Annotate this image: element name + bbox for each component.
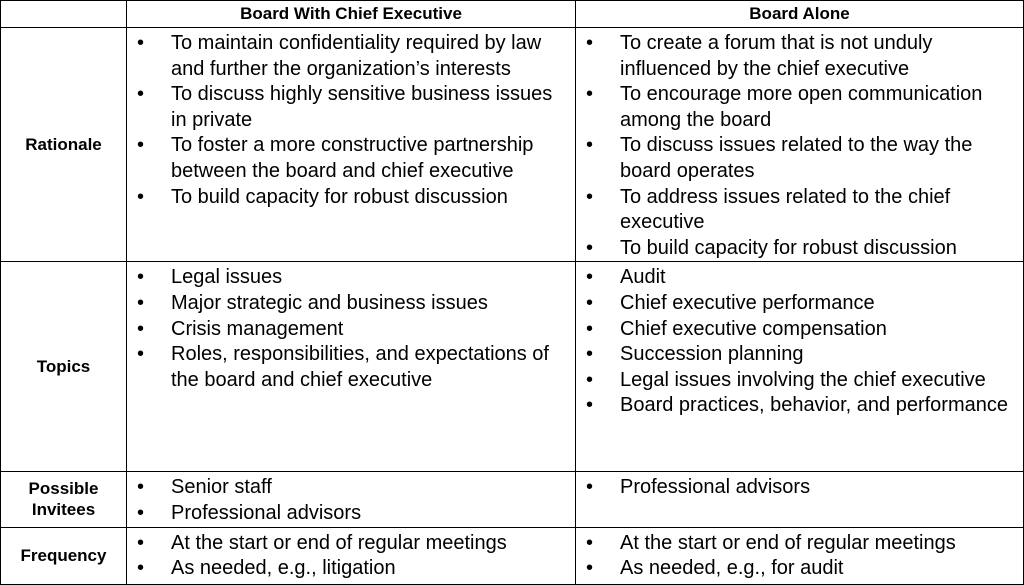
list-item: • Roles, responsibilities, and expectations of the board and chief executive: [127, 342, 571, 393]
cell-invitees-alone: [576, 472, 1024, 527]
list-item: • To build capacity for robust discussion: [576, 236, 1019, 262]
cell-frequency-alone: [576, 527, 1024, 584]
list-item: • Professional advisors: [127, 501, 571, 527]
list-item: • Crisis management: [127, 317, 571, 343]
bullet-list: [576, 472, 1023, 501]
list-item: • Chief executive compensation: [576, 317, 1019, 343]
list-item: • Chief executive performance: [576, 291, 1019, 317]
list-item: • To discuss issues related to the way the board operates: [576, 133, 1019, 184]
list-item: • To maintain confidentiality required by law and further the organization’s interests: [127, 31, 571, 82]
bullet-list: [576, 262, 1023, 419]
table-row-possible-invitees: [1, 472, 1024, 527]
list-item: • As needed, e.g., for audit: [576, 556, 1019, 582]
bullet-list: [576, 28, 1023, 261]
cell-rationale-alone: [576, 28, 1024, 262]
list-item: • At the start or end of regular meetings: [576, 531, 1019, 557]
table-row-frequency: [1, 527, 1024, 584]
corner-cell: [1, 1, 127, 28]
list-item: • To encourage more open communication among the board: [576, 82, 1019, 133]
row-label-rationale: Rationale: [1, 28, 127, 262]
list-item: • Legal issues involving the chief executive: [576, 368, 1019, 394]
list-item: • Succession planning: [576, 342, 1019, 368]
column-header-board-with-chief-executive: Board With Chief Executive: [127, 1, 576, 28]
list-item: • Professional advisors: [576, 475, 1019, 501]
cell-invitees-with-ce: [127, 472, 576, 527]
list-item: • Legal issues: [127, 265, 571, 291]
list-item: • To address issues related to the chief executive: [576, 185, 1019, 236]
list-item: • At the start or end of regular meetings: [127, 531, 571, 557]
cell-topics-alone: [576, 262, 1024, 472]
bullet-list: [576, 528, 1023, 582]
row-label-frequency: Frequency: [1, 527, 127, 584]
row-label-possible-invitees: Possible Invitees: [1, 472, 127, 527]
bullet-list: [127, 28, 575, 210]
list-item: • Major strategic and business issues: [127, 291, 571, 317]
table-row-rationale: [1, 28, 1024, 262]
list-item: • Board practices, behavior, and performance: [576, 393, 1019, 419]
cell-frequency-with-ce: [127, 527, 576, 584]
bullet-list: [127, 472, 575, 526]
list-item: • To create a forum that is not unduly influenced by the chief executive: [576, 31, 1019, 82]
table-row-topics: [1, 262, 1024, 472]
column-header-board-alone: Board Alone: [576, 1, 1024, 28]
bullet-list: [127, 262, 575, 393]
cell-rationale-with-ce: [127, 28, 576, 262]
list-item: • As needed, e.g., litigation: [127, 556, 571, 582]
header-row: [1, 1, 1024, 28]
row-label-topics: Topics: [1, 262, 127, 472]
bullet-list: [127, 528, 575, 582]
list-item: • Audit: [576, 265, 1019, 291]
cell-topics-with-ce: [127, 262, 576, 472]
list-item: • To build capacity for robust discussion: [127, 185, 571, 211]
list-item: • To foster a more constructive partnership between the board and chief executive: [127, 133, 571, 184]
list-item: • To discuss highly sensitive business issues in private: [127, 82, 571, 133]
list-item: • Senior staff: [127, 475, 571, 501]
